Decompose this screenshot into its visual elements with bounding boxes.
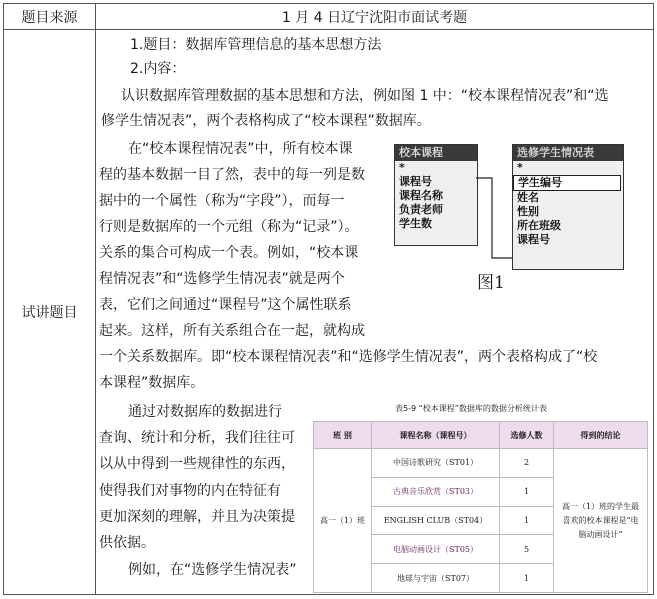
table-5-9-caption: 表5-9 “校本课程”数据库的数据分析统计表	[395, 404, 547, 413]
content-line: 在“校本课程情况表”中，所有校本课	[128, 141, 353, 157]
db-field: 负责老师	[399, 203, 443, 216]
course-cell: 中国诗歌研究（ST01）	[372, 449, 500, 478]
header-row	[4, 4, 654, 30]
db-table-title: 校本课程	[395, 145, 477, 161]
figure-1-diagram	[388, 120, 634, 270]
count-cell: 1	[500, 564, 554, 593]
content-line: 查询、统计和分析，我们往往可	[99, 430, 295, 446]
course-cell: 地球与宇宙（ST07）	[372, 564, 500, 593]
content-line: 修学生情况表”，两个表格构成了“校本课程”数据库。	[101, 113, 431, 129]
db-field: 学生数	[399, 217, 432, 230]
db-table-title: 选修学生情况表	[513, 145, 623, 161]
db-field: 课程名称	[399, 189, 443, 202]
db-field: *	[517, 161, 523, 174]
content-line: 一个关系数据库。即“校本课程情况表”和“选修学生情况表”，两个表格构成了“校	[99, 349, 598, 365]
content-line: 程情况表”和“选修学生情况表”就是两个	[99, 271, 345, 287]
content-line: 行则是数据库的一个元组（称为“记录”）。	[99, 219, 359, 235]
content-line: 供依据。	[99, 535, 155, 551]
class-cell: 高一（1）班	[314, 449, 372, 593]
count-cell: 1	[500, 477, 554, 506]
topic-label: 试讲题目	[4, 30, 96, 595]
content-line: 认识数据库管理数据的基本思想和方法，例如图 1 中：“校本课程情况表”和“选	[121, 88, 609, 104]
course-cell: 电脑动画设计（ST05）	[372, 535, 500, 564]
content-line: 以从中得到一些规律性的东西，	[99, 456, 295, 472]
content-line: 更加深刻的理解，并且为决策提	[99, 509, 295, 525]
content-line: 2.内容：	[130, 61, 186, 77]
figure-1-caption: 图1	[477, 273, 505, 293]
db-field: 性别	[517, 205, 539, 218]
content-line: 据中的一个属性（称为“字段”），而每一	[99, 193, 345, 209]
table-header-cell: 班 别	[314, 422, 372, 449]
source-value: 1 月 4 日辽宁沈阳市面试考题	[96, 4, 654, 30]
count-cell: 5	[500, 535, 554, 564]
db-field: 课程号	[399, 175, 432, 188]
relation-line	[388, 120, 634, 270]
count-cell: 2	[500, 449, 554, 478]
content-line: 使得我们对事物的内在特征有	[99, 483, 281, 499]
content-line: 本课程”数据库。	[99, 375, 205, 391]
course-cell: 古典音乐欣赏（ST03）	[372, 477, 500, 506]
count-cell: 1	[500, 506, 554, 535]
content-line: 关系的集合可构成一个表。例如，“校本课	[99, 245, 359, 261]
db-field: 姓名	[517, 191, 539, 204]
db-field: 学生编号	[513, 175, 621, 191]
table-header-cell: 得到的结论	[554, 422, 648, 449]
content-line: 通过对数据库的数据进行	[128, 404, 282, 420]
content-line: 程的基本数据一目了然，表中的每一列是数	[99, 167, 365, 183]
db-field: *	[399, 161, 405, 174]
content-line: 表，它们之间通过“课程号”这个属性联系	[99, 297, 352, 313]
content-line: 1.题目：数据库管理信息的基本思想方法	[130, 37, 382, 53]
table-row	[314, 449, 648, 478]
conclusion-cell: 高一（1）班的学生最喜欢的校本课程是“电脑动画设计”	[554, 449, 648, 593]
table-header-cell: 选修人数	[500, 422, 554, 449]
table-header-cell: 课程名称（课程号）	[372, 422, 500, 449]
content-line: 起来。这样，所有关系组合在一起，就构成	[99, 323, 365, 339]
table-5-9	[313, 421, 647, 593]
db-field: 课程号	[517, 233, 550, 246]
table-5-9-header-row	[314, 422, 648, 449]
content-line: 例如，在“选修学生情况表”	[128, 562, 297, 578]
course-cell: ENGLISH CLUB（ST04）	[372, 506, 500, 535]
source-label: 题目来源	[4, 4, 96, 30]
db-field: 所在班级	[517, 219, 561, 232]
